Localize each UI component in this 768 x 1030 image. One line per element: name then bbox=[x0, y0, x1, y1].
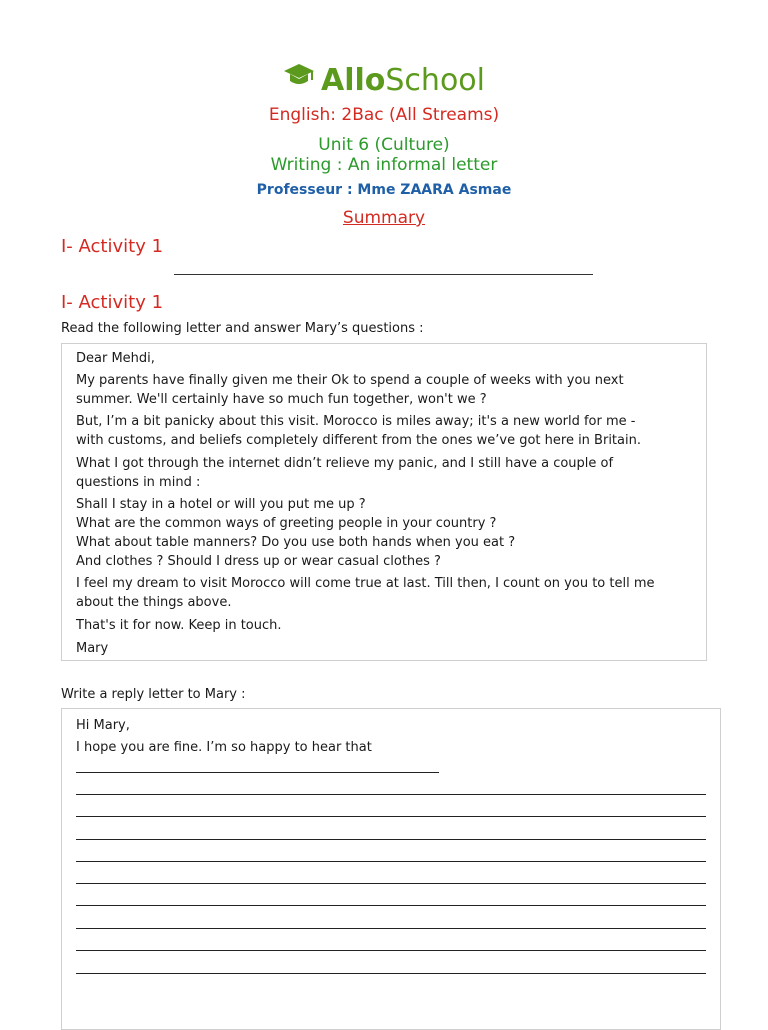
letter-line: summer. We'll certainly have so much fun together, won't we ? bbox=[76, 392, 487, 407]
graduation-cap-icon bbox=[283, 60, 315, 98]
letter-line: What I got through the internet didn’t relieve my panic, and I still have a couple of bbox=[76, 456, 614, 471]
reply-instruction: Write a reply letter to Mary : bbox=[61, 687, 246, 702]
answer-line[interactable] bbox=[76, 772, 439, 773]
summary-item-activity-1[interactable]: I- Activity 1 bbox=[61, 236, 164, 257]
summary-heading: Summary bbox=[342, 208, 426, 228]
letter-line: And clothes ? Should I dress up or wear casual clothes ? bbox=[76, 554, 441, 569]
alloschool-logo[interactable] bbox=[0, 62, 768, 101]
topic-title: Writing : An informal letter bbox=[270, 155, 498, 175]
reply-box[interactable] bbox=[61, 708, 721, 1030]
letter-line: What are the common ways of greeting people in your country ? bbox=[76, 516, 497, 531]
answer-line[interactable] bbox=[76, 973, 706, 974]
unit-title: Unit 6 (Culture) bbox=[318, 135, 450, 155]
reply-opening: I hope you are fine. I’m so happy to hear that bbox=[76, 740, 372, 755]
summary-divider bbox=[174, 274, 593, 275]
subject-title: English: 2Bac (All Streams) bbox=[268, 105, 500, 125]
letter-line: questions in mind : bbox=[76, 475, 201, 490]
answer-line[interactable] bbox=[76, 861, 706, 862]
answer-line[interactable] bbox=[76, 950, 706, 951]
professor-name: Professeur : Mme ZAARA Asmae bbox=[256, 182, 512, 198]
logo-text-bold: Allo bbox=[320, 63, 386, 98]
letter-line: Mary bbox=[76, 641, 109, 656]
answer-line[interactable] bbox=[76, 839, 706, 840]
letter-box bbox=[61, 343, 707, 661]
activity-instruction: Read the following letter and answer Mary’s questions : bbox=[61, 321, 424, 336]
answer-line[interactable] bbox=[76, 928, 706, 929]
logo-text-regular: School bbox=[385, 63, 485, 98]
letter-line: with customs, and beliefs completely different from the ones we’ve got here in Britain. bbox=[76, 433, 641, 448]
reply-greeting: Hi Mary, bbox=[76, 718, 130, 733]
letter-line: That's it for now. Keep in touch. bbox=[76, 618, 282, 633]
letter-line: Dear Mehdi, bbox=[76, 351, 155, 366]
letter-line: My parents have finally given me their Ok to spend a couple of weeks with you next bbox=[76, 373, 624, 388]
answer-line[interactable] bbox=[76, 883, 706, 884]
letter-line: But, I’m a bit panicky about this visit. Morocco is miles away; it's a new world for me - bbox=[76, 414, 636, 429]
answer-line[interactable] bbox=[76, 905, 706, 906]
letter-line: I feel my dream to visit Morocco will come true at last. Till then, I count on you to tell me bbox=[76, 576, 655, 591]
answer-line[interactable] bbox=[76, 816, 706, 817]
answer-line[interactable] bbox=[76, 794, 706, 795]
activity-heading: I- Activity 1 bbox=[61, 292, 164, 313]
letter-line: about the things above. bbox=[76, 595, 232, 610]
letter-line: Shall I stay in a hotel or will you put me up ? bbox=[76, 497, 366, 512]
letter-line: What about table manners? Do you use both hands when you eat ? bbox=[76, 535, 516, 550]
